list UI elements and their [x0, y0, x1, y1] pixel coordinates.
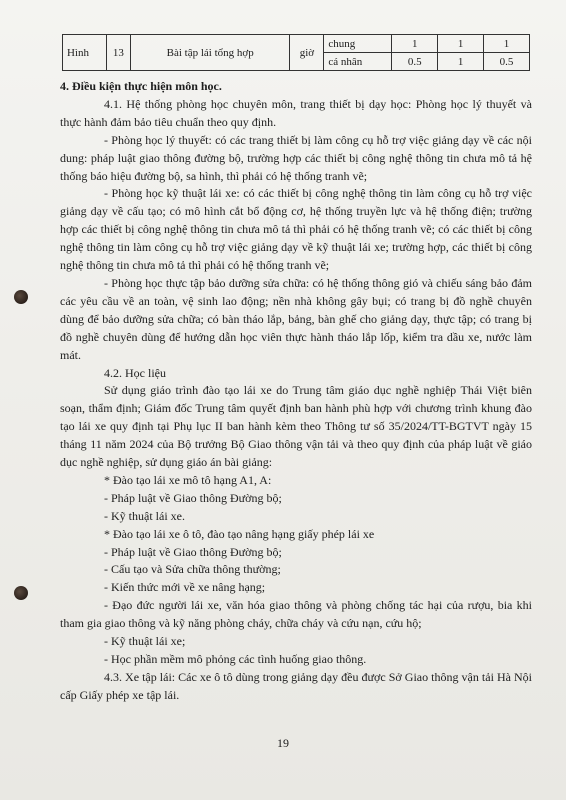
list-item: - Pháp luật về Giao thông Đường bộ; — [104, 544, 282, 559]
table-row — [63, 35, 530, 53]
table-cell-type: Hình — [63, 35, 107, 71]
page-number: 19 — [277, 736, 289, 750]
section-heading: 4. Điều kiện thực hiện môn học. — [60, 79, 222, 93]
table-cell-value: 1 — [392, 35, 438, 53]
subsection-heading: 4.2. Học liệu — [104, 365, 166, 380]
list-item: - Kỹ thuật lái xe. — [104, 508, 185, 523]
schedule-table — [62, 34, 530, 71]
table-cell-unit: giờ — [290, 35, 324, 71]
punch-hole — [14, 586, 28, 600]
table-cell-label: chung — [324, 35, 392, 53]
paragraph: Sử dụng giáo trình đào tạo lái xe do Trung tâm giáo dục nghề nghiệp Thái Việt biên soạn, thẩm định; Giám đốc Trung tâm quyết định ban hành phù hợp với chương trình khung đào tạo lái xe quy định tại Phụ lục II ban hành kèm theo Thông tư số 35/2024/TT-BGTVT ngày 15 tháng 11 năm 2024 của Bộ trưởng Bộ Giao thông vận tải và theo quy định của pháp luật về giáo dục nghề nghiệp, sử dụng giáo án bài giảng: — [60, 383, 532, 470]
list-item: - Pháp luật về Giao thông Đường bộ; — [104, 490, 282, 505]
table-cell-no: 13 — [106, 35, 130, 71]
list-item: - Kỹ thuật lái xe; — [104, 634, 186, 649]
list-item: * Đào tạo lái xe mô tô hạng A1, A: — [104, 472, 272, 487]
paragraph: - Phòng học lý thuyết: có các trang thiết bị làm công cụ hỗ trợ việc giảng dạy về các nội dung: pháp luật giao thông đường bộ, trường hợp các thiết bị công nghệ thông tin chưa mô tả hệ thống báo hiệu đường bộ, sa hình, thì phải có hệ thống tranh vẽ; — [60, 132, 532, 183]
table-cell-value: 1 — [438, 53, 484, 71]
punch-hole — [14, 290, 28, 304]
table-cell-value: 1 — [438, 35, 484, 53]
table-cell-value: 0.5 — [484, 53, 530, 71]
table-cell-value: 1 — [484, 35, 530, 53]
document-body — [60, 78, 532, 705]
paragraph: - Phòng học thực tập bảo dưỡng sửa chữa: có hệ thống thông gió và chiếu sáng bảo đảm các yêu cầu về an toàn, vệ sinh lao động; nền nhà không gây bụi; có trang bị đồ nghề chuyên dùng để bảo dưỡng sửa chữa; có bàn tháo lắp, bảng, bàn ghế cho giảng dạy, thực tập; có trang bị đồ nghề chuyên dùng để hướng dẫn học viên thực hành tháo lắp lốp, kiểm tra dầu xe, nước làm mát. — [60, 275, 532, 362]
table-cell-label: cá nhân — [324, 53, 392, 71]
list-item: - Đạo đức người lái xe, văn hóa giao thông và phòng chống tác hại của rượu, bia khi tham gia giao thông và kỹ năng phòng cháy, chữa cháy và cứu nạn, cứu hộ; — [60, 598, 532, 631]
list-item: - Cấu tạo và Sửa chữa thông thường; — [104, 562, 281, 577]
list-item: - Kiến thức mới về xe nâng hạng; — [104, 580, 266, 595]
list-item: - Học phần mềm mô phỏng các tình huống giao thông. — [104, 652, 367, 666]
paragraph: 4.1. Hệ thống phòng học chuyên môn, trang thiết bị dạy học: Phòng học lý thuyết và thực hành đảm bảo tiêu chuẩn theo quy định. — [60, 96, 532, 129]
table-cell-name: Bài tập lái tổng hợp — [130, 35, 290, 71]
paragraph: 4.3. Xe tập lái: Các xe ô tô dùng trong giảng dạy đều được Sở Giao thông vận tải Hà Nội cấp Giấy phép xe tập lái. — [60, 669, 532, 702]
paragraph: - Phòng học kỹ thuật lái xe: có các thiết bị công nghệ thông tin làm công cụ hỗ trợ việc giảng dạy về cấu tạo; có mô hình cắt bổ động cơ, hệ thống truyền lực và hệ thống điện; trường hợp các thiết bị công nghệ thông tin chưa mô tả thì phải có hệ thống tranh vẽ; có các thiết bị công nghệ thông tin làm công cụ hỗ trợ việc giảng dạy về kỹ thuật lái xe; trường hợp, các thiết bị công nghệ thông tin chưa mô tả thì phải có hệ thống tranh vẽ; — [60, 186, 532, 273]
table-cell-value: 0.5 — [392, 53, 438, 71]
list-item: * Đào tạo lái xe ô tô, đào tạo nâng hạng giấy phép lái xe — [104, 526, 375, 541]
